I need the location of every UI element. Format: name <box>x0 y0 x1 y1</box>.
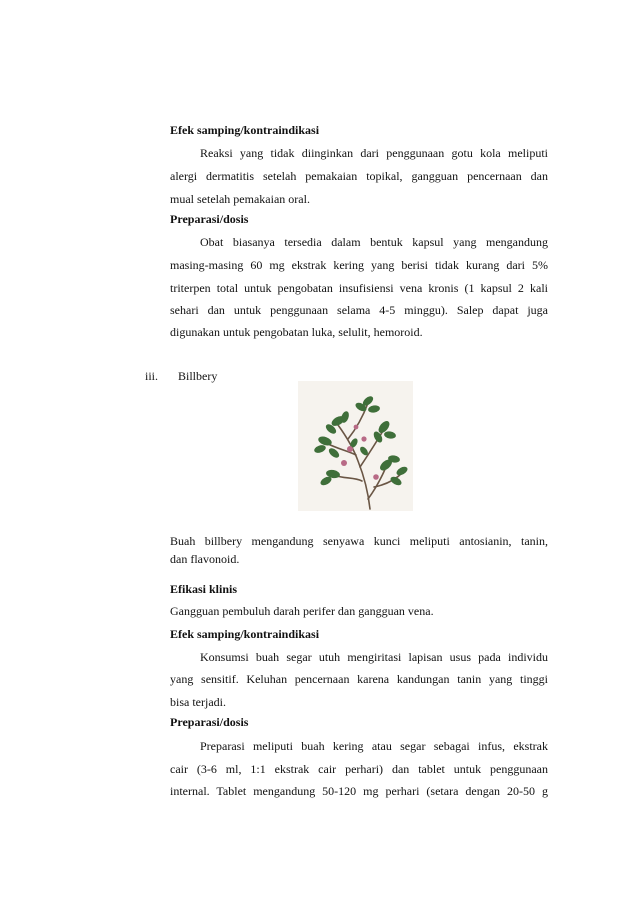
paragraph-line: internal. Tablet mengandung 50-120 mg perhari (setara dengan 20-50 g <box>170 784 548 798</box>
efikasi-heading: Efikasi klinis <box>170 582 238 596</box>
paragraph-line: Preparasi meliputi buah kering atau segar sebagai infus, ekstrak <box>200 739 548 753</box>
plant-leaves <box>313 394 409 487</box>
preparasi-heading-gotu-kola: Preparasi/dosis <box>170 212 249 226</box>
paragraph-line: sehari dan untuk penggunaan selama 4-5 minggu). Salep dapat juga <box>170 303 548 317</box>
efek-heading-gotu-kola: Efek samping/kontraindikasi <box>170 123 320 137</box>
paragraph-line: Konsumsi buah segar utuh mengiritasi lapisan usus pada individu <box>200 650 548 664</box>
paragraph-line: Buah billbery mengandung senyawa kunci meliputi antosianin, tanin, <box>170 534 548 548</box>
paragraph-line: triterpen total untuk pengobatan insufisiensi vena kronis (1 kapsul 2 kali <box>170 281 548 295</box>
section-title: Billbery <box>178 369 218 383</box>
section-number: iii. <box>145 369 159 383</box>
preparasi-heading-billbery: Preparasi/dosis <box>170 715 249 729</box>
paragraph-line: masing-masing 60 mg ekstrak kering yang berisi tidak kurang dari 5% <box>170 258 548 272</box>
billbery-plant-illustration <box>298 381 413 511</box>
paragraph-line: cair (3-6 ml, 1:1 ekstrak cair perhari) dan tablet untuk penggunaan <box>170 762 548 776</box>
efek-heading-billbery: Efek samping/kontraindikasi <box>170 627 320 641</box>
paragraph-line: Reaksi yang tidak diinginkan dari penggunaan gotu kola meliputi <box>200 146 548 160</box>
paragraph-line: bisa terjadi. <box>170 695 226 709</box>
paragraph-line: mual setelah pemakaian oral. <box>170 192 310 206</box>
paragraph-line: alergi dermatitis setelah pemakaian topikal, gangguan pencernaan dan <box>170 169 548 183</box>
billbery-plant-icon <box>298 381 413 511</box>
paragraph-line: dan flavonoid. <box>170 552 240 566</box>
paragraph-line: digunakan untuk pengobatan luka, selulit, hemoroid. <box>170 325 423 339</box>
plant-berries <box>341 425 379 480</box>
efikasi-text: Gangguan pembuluh darah perifer dan gangguan vena. <box>170 604 434 618</box>
paragraph-line: yang sensitif. Keluhan pencernaan karena kandungan tanin yang tinggi <box>170 672 548 686</box>
paragraph-line: Obat biasanya tersedia dalam bentuk kapsul yang mengandung <box>200 235 548 249</box>
